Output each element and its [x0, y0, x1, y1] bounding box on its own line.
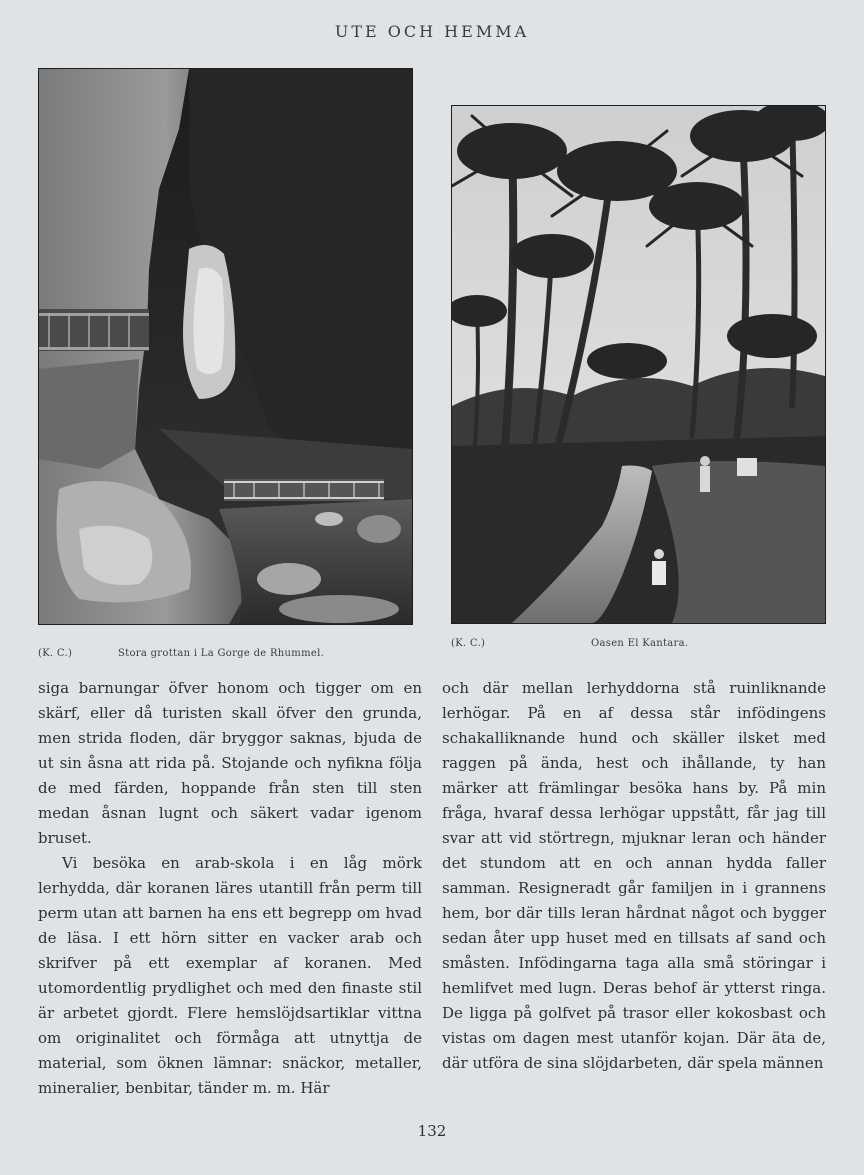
paragraph: Vi besöka en arab-skola i en låg mörk lerhydda, där koranen läres utantill från perm till perm utan att barnen ha ens ett begrepp om hvad de läsa. I ett hörn sitter en vacker arab och skrifver på ett exemplar af koranen. Med utomordentlig prydlighet och med den finaste stil är arbetet gjordt. Flere hemslöjdsartiklar vittna om originalitet och förmåga att utnyttja de material, som öknen lämnar: snäckor, metaller, mineralier, benbitar, tänder m. m. Här [38, 854, 422, 1097]
oasis-palms-photo [451, 105, 826, 624]
right-text-column [442, 676, 826, 1076]
photo-credit: (K. C.) [38, 648, 73, 659]
paragraph: och där mellan lerhyddorna stå ruinliknande lerhögar. På en af dessa står infödingens schakalliknande hund och skäller ilsket med raggen på ända, hest och ihållande, ty han märker att främlingar besöka hans by. På min fråga, hvaraf dessa lerhögar uppstått, får jag till svar att vid störtregn, mjuknar leran och händer det stundom att en och annan hydda faller samman. Resigneradt går familjen in i grannens hem, bor där tills leran hårdnat något och bygger sedan åter upp huset med en tillsats af sand och småsten. Infödingarna taga alla små störingar i hemlifvet med lugn. Deras behof är ytterst ringa. De ligga på golfvet på trasor eller kokosbast och vistas om dagen mest utanför kojan. Där äta de, där utföra de sina slöjdarbeten, där spela männen [442, 679, 826, 1072]
right-figure-caption [451, 638, 824, 652]
caption-text: Oasen El Kantara. [591, 638, 689, 649]
running-header: UTE OCH HEMMA [334, 22, 530, 41]
photo-credit: (K. C.) [451, 638, 486, 649]
page-number: 132 [417, 1122, 447, 1140]
left-figure-caption [38, 648, 411, 662]
gorge-cave-photo [38, 68, 413, 625]
caption-text: Stora grottan i La Gorge de Rhummel. [118, 648, 325, 659]
paragraph: siga barnungar öfver honom och tigger om en skärf, eller då turisten skall öfver den grunda, men strida floden, där bryggor saknas, bjuda de ut sin åsna att rida på. Stojande och nyfikna följa de med färden, hoppande från sten till sten medan åsnan lugnt och säkert vadar igenom bruset. [38, 679, 422, 847]
left-text-column [38, 676, 422, 1101]
